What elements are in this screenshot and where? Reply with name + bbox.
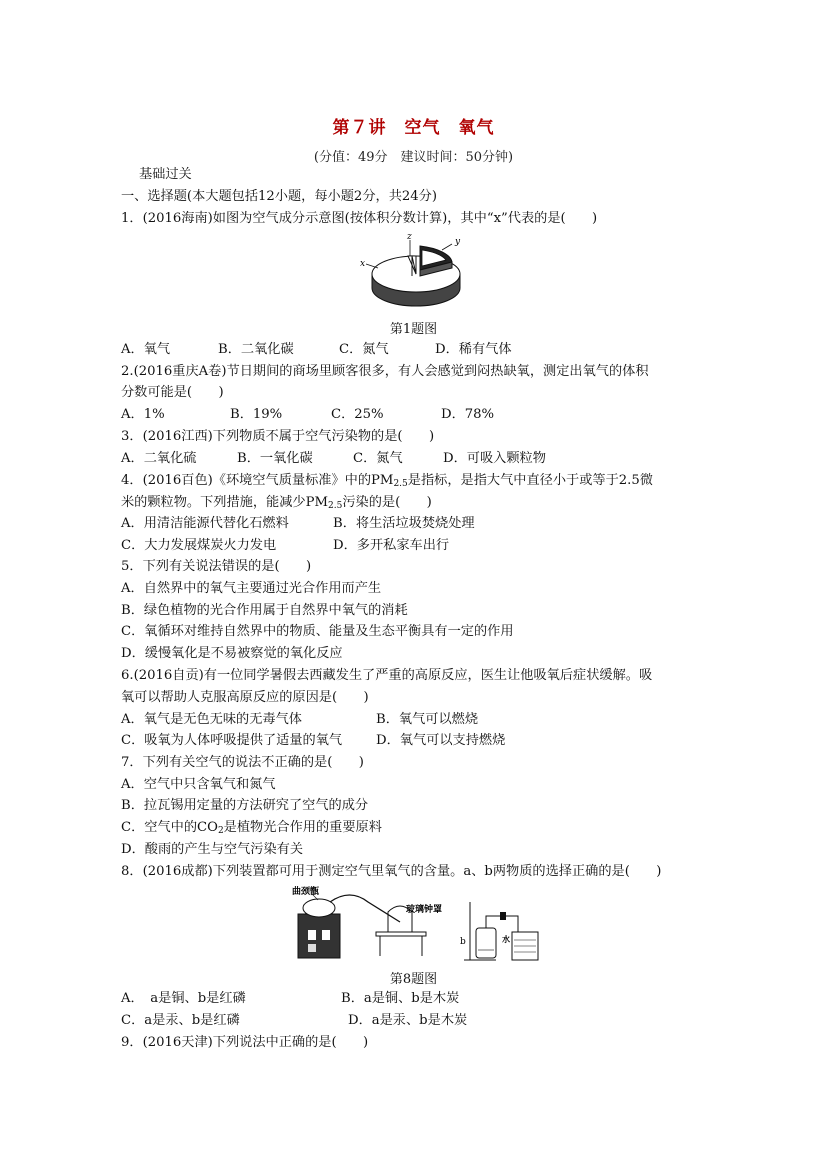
q1-pie-chart-figure — [358, 232, 478, 314]
page-title: 第７讲 空气 氧气 — [332, 118, 495, 138]
q8-phosphorus-apparatus-figure — [460, 898, 550, 964]
q8-lavoisier-apparatus-figure — [290, 882, 450, 964]
q7-option-c-subscript: 2 — [217, 826, 224, 836]
label-bell-jar: 玻璃钟罩 — [406, 905, 443, 915]
q6-option-c: C．吸氧为人体呼吸提供了适量的氧气 — [121, 733, 343, 748]
question-3-stem: 3．(2016江西)下列物质不属于空气污染物的是( ) — [121, 429, 435, 444]
q6-option-d: D．氧气可以支持燃烧 — [376, 733, 506, 748]
figure-8-caption: 第8题图 — [389, 972, 438, 987]
q4-option-b: B．将生活垃圾焚烧处理 — [333, 516, 475, 531]
label-x: x — [360, 259, 366, 269]
q4-option-a: A．用清洁能源代替化石燃料 — [121, 516, 289, 531]
part-heading: 一、选择题(本大题包括12小题，每小题2分，共24分) — [121, 189, 437, 204]
q7-option-b: B．拉瓦锡用定量的方法研究了空气的成分 — [121, 798, 369, 813]
q6-option-b: B．氧气可以燃烧 — [376, 712, 479, 727]
q2-option-c: C．25% — [331, 407, 384, 422]
q5-option-c: C．氧循环对维持自然界中的物质、能量及生态平衡具有一定的作用 — [121, 624, 514, 639]
page-subtitle: (分值：49分 建议时间：50分钟) — [313, 150, 514, 165]
q7-option-c-head: C．空气中的CO — [121, 820, 218, 835]
q2-option-a: A．1% — [121, 407, 165, 422]
section-heading: 基础过关 — [139, 167, 192, 182]
question-2-stem-line1: 2.(2016重庆A卷)节日期间的商场里顾客很多，有人会感觉到闷热缺氧，测定出氧气的体积 — [121, 364, 649, 379]
q7-option-c — [121, 819, 382, 840]
q5-option-b: B．绿色植物的光合作用属于自然界中氧气的消耗 — [121, 603, 408, 618]
q5-option-a: A．自然界中的氧气主要通过光合作用而产生 — [121, 581, 382, 596]
q4-stem2-part-b: 污染的是( ) — [342, 495, 432, 510]
label-retort: 曲颈甑 — [292, 887, 320, 897]
figure-1-caption: 第1题图 — [389, 322, 438, 337]
question-5-stem: 5．下列有关说法错误的是( ) — [121, 559, 312, 574]
q7-option-d: D．酸雨的产生与空气污染有关 — [121, 842, 304, 857]
question-6-stem-line1: 6.(2016自贡)有一位同学暑假去西藏发生了严重的高原反应，医生让他吸氧后症状缓解。吸 — [121, 668, 653, 683]
q8-option-c: C．a是汞、b是红磷 — [121, 1013, 240, 1028]
label-z: z — [407, 232, 412, 242]
q8-option-d: D．a是汞、b是木炭 — [348, 1013, 468, 1028]
q5-option-d: D．缓慢氧化是不易被察觉的氧化反应 — [121, 646, 343, 661]
q4-option-c: C．大力发展煤炭火力发电 — [121, 538, 277, 553]
question-1-stem: 1．(2016海南)如图为空气成分示意图(按体积分数计算)，其中“x”代表的是( ) — [121, 211, 598, 226]
label-water: 水 — [502, 935, 510, 944]
question-9-stem: 9．(2016天津)下列说法中正确的是( ) — [121, 1035, 369, 1050]
q6-option-a: A．氧气是无色无味的无毒气体 — [121, 712, 302, 727]
q1-option-b: B．二氧化碳 — [218, 342, 294, 357]
q7-option-a: A．空气中只含氧气和氮气 — [121, 777, 276, 792]
q3-option-c: C．氮气 — [353, 451, 403, 466]
q1-option-c: C．氮气 — [339, 342, 389, 357]
q2-option-b: B．19% — [230, 407, 283, 422]
q1-option-d: D．稀有气体 — [435, 342, 512, 357]
q4-stem-part-b: 是指标，是指大气中直径小于或等于2.5微 — [407, 473, 653, 488]
question-4-stem-line1 — [121, 472, 653, 493]
label-b: b — [460, 937, 466, 947]
q4-stem2-subscript: 2.5 — [328, 501, 343, 511]
question-6-stem-line2: 氧可以帮助人克服高原反应的原因是( ) — [121, 690, 369, 705]
q4-stem-subscript: 2.5 — [393, 479, 408, 489]
q8-option-b: B．a是铜、b是木炭 — [341, 991, 460, 1006]
q2-option-d: D．78% — [441, 407, 495, 422]
question-2-stem-line2: 分数可能是( ) — [121, 385, 224, 400]
q4-stem-part-a: 4．(2016百色)《环境空气质量标准》中的PM — [121, 473, 394, 488]
q7-option-c-tail: 是植物光合作用的重要原料 — [223, 820, 382, 835]
question-4-stem-line2 — [121, 494, 432, 515]
q3-option-b: B．一氧化碳 — [237, 451, 313, 466]
q3-option-d: D．可吸入颗粒物 — [443, 451, 546, 466]
q1-option-a: A．氧气 — [121, 342, 171, 357]
question-8-stem: 8．(2016成都)下列装置都可用于测定空气里氧气的含量。a、b两物质的选择正确的是( ) — [121, 864, 662, 879]
question-7-stem: 7．下列有关空气的说法不正确的是( ) — [121, 755, 364, 770]
q4-stem2-part-a: 米的颗粒物。下列措施，能减少PM — [121, 495, 328, 510]
q3-option-a: A．二氧化硫 — [121, 451, 197, 466]
q4-option-d: D．多开私家车出行 — [333, 538, 450, 553]
label-y: y — [455, 237, 461, 247]
q8-option-a: A． a是铜、b是红磷 — [121, 991, 246, 1006]
